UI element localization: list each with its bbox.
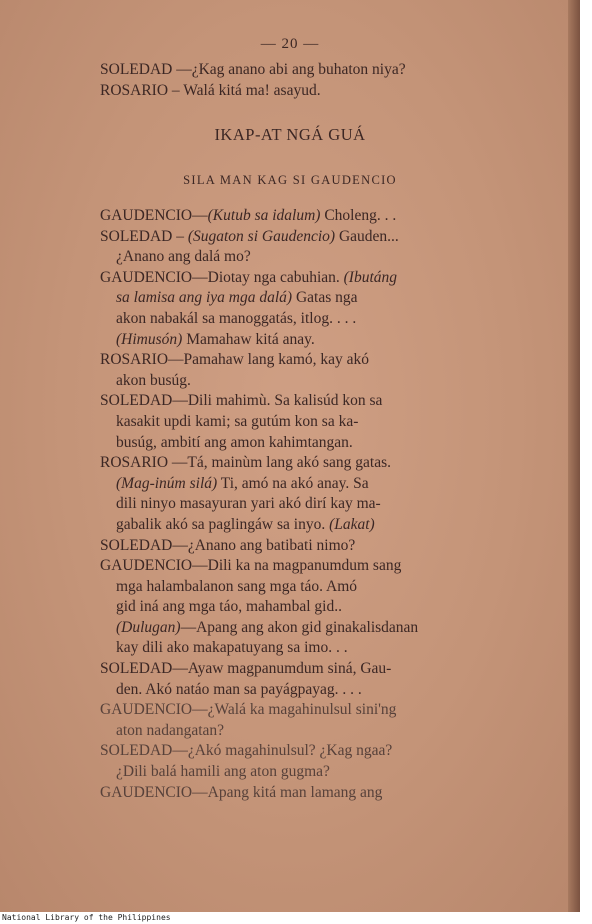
dialogue-line: SOLEDAD – (Sugaton si Gaudencio) Gauden...: [100, 227, 399, 245]
page-number: — 20 —: [260, 36, 320, 52]
dialogue-line: ROSARIO—Pamahaw lang kamó, kay akó: [100, 351, 370, 369]
section-title: IKAP-AT NGÁ GUÁ: [214, 125, 366, 144]
page-edge-shadow: [568, 0, 580, 912]
dialogue-line: ROSARIO – Walá kitá ma! asayud.: [100, 81, 321, 99]
dialogue-block: [100, 206, 548, 803]
dialogue-line: SOLEDAD—Dili mahimù. Sa kalisúd kon sa: [100, 392, 383, 410]
dialogue-line: SOLEDAD—¿Akó magahinulsul? ¿Kag ngaa?: [100, 742, 393, 760]
dialogue-line: GAUDENCIO—¿Walá ka magahinulsul sini'ng: [100, 701, 397, 719]
dialogue-line: sa lamisa ang iya mga dalá) Gatas nga: [116, 289, 358, 307]
dialogue-line: mga halambalanon sang mga táo. Amó: [116, 577, 358, 595]
dialogue-line: kasakit updi kami; sa gutúm kon sa ka-: [116, 412, 359, 430]
dialogue-line: SOLEDAD—Ayaw magpanumdum siná, Gau-: [100, 660, 392, 678]
dialogue-line: SOLEDAD—¿Anano ang batibati nimo?: [100, 536, 356, 554]
dialogue-line: akon nabakál sa manoggatás, itlog. . . .: [116, 309, 357, 327]
dialogue-line: akon busúg.: [116, 371, 191, 389]
dialogue-line: den. Akó natáo man sa payágpayag. . . .: [116, 680, 362, 698]
section-subtitle: SILA MAN KAG SI GAUDENCIO: [183, 173, 397, 187]
library-footer: National Library of the Philippines: [2, 913, 171, 922]
dialogue-line: kay dili ako makapatuyang sa imo. . .: [116, 639, 348, 657]
dialogue-line: SOLEDAD —¿Kag anano abi ang buhaton niya?: [100, 61, 406, 78]
dialogue-line: busúg, ambití ang amon kahimtangan.: [116, 433, 353, 451]
dialogue-line: ¿Anano ang dalá mo?: [116, 248, 251, 266]
dialogue-line: aton nadangatan?: [116, 721, 225, 739]
top-dialogue: [100, 60, 548, 101]
dialogue-line: GAUDENCIO—Apang kitá man lamang ang: [100, 783, 383, 801]
dialogue-line: GAUDENCIO—Diotay nga cabuhian. (Ibutáng: [100, 268, 398, 286]
dialogue-line: (Himusón) Mamahaw kitá anay.: [116, 330, 315, 348]
dialogue-line: dili ninyo masayuran yari akó dirí kay ma-: [116, 495, 381, 513]
dialogue-line: (Dulugan)—Apang ang akon gid ginakalisdanan: [116, 618, 419, 636]
dialogue-line: ROSARIO —Tá, mainùm lang akó sang gatas.: [100, 454, 392, 472]
dialogue-line: gabalik akó sa paglingáw sa inyo. (Lakat): [116, 515, 375, 533]
dialogue-line: ¿Dili balá hamili ang aton gugma?: [116, 763, 330, 781]
dialogue-line: (Mag-inúm silá) Ti, amó na akó anay. Sa: [116, 474, 369, 492]
dialogue-line: GAUDENCIO—(Kutub sa idalum) Choleng. . .: [100, 207, 397, 224]
dialogue-line: gid iná ang mga táo, mahambal gid..: [116, 598, 342, 616]
dialogue-line: GAUDENCIO—Dili ka na magpanumdum sang: [100, 557, 402, 575]
